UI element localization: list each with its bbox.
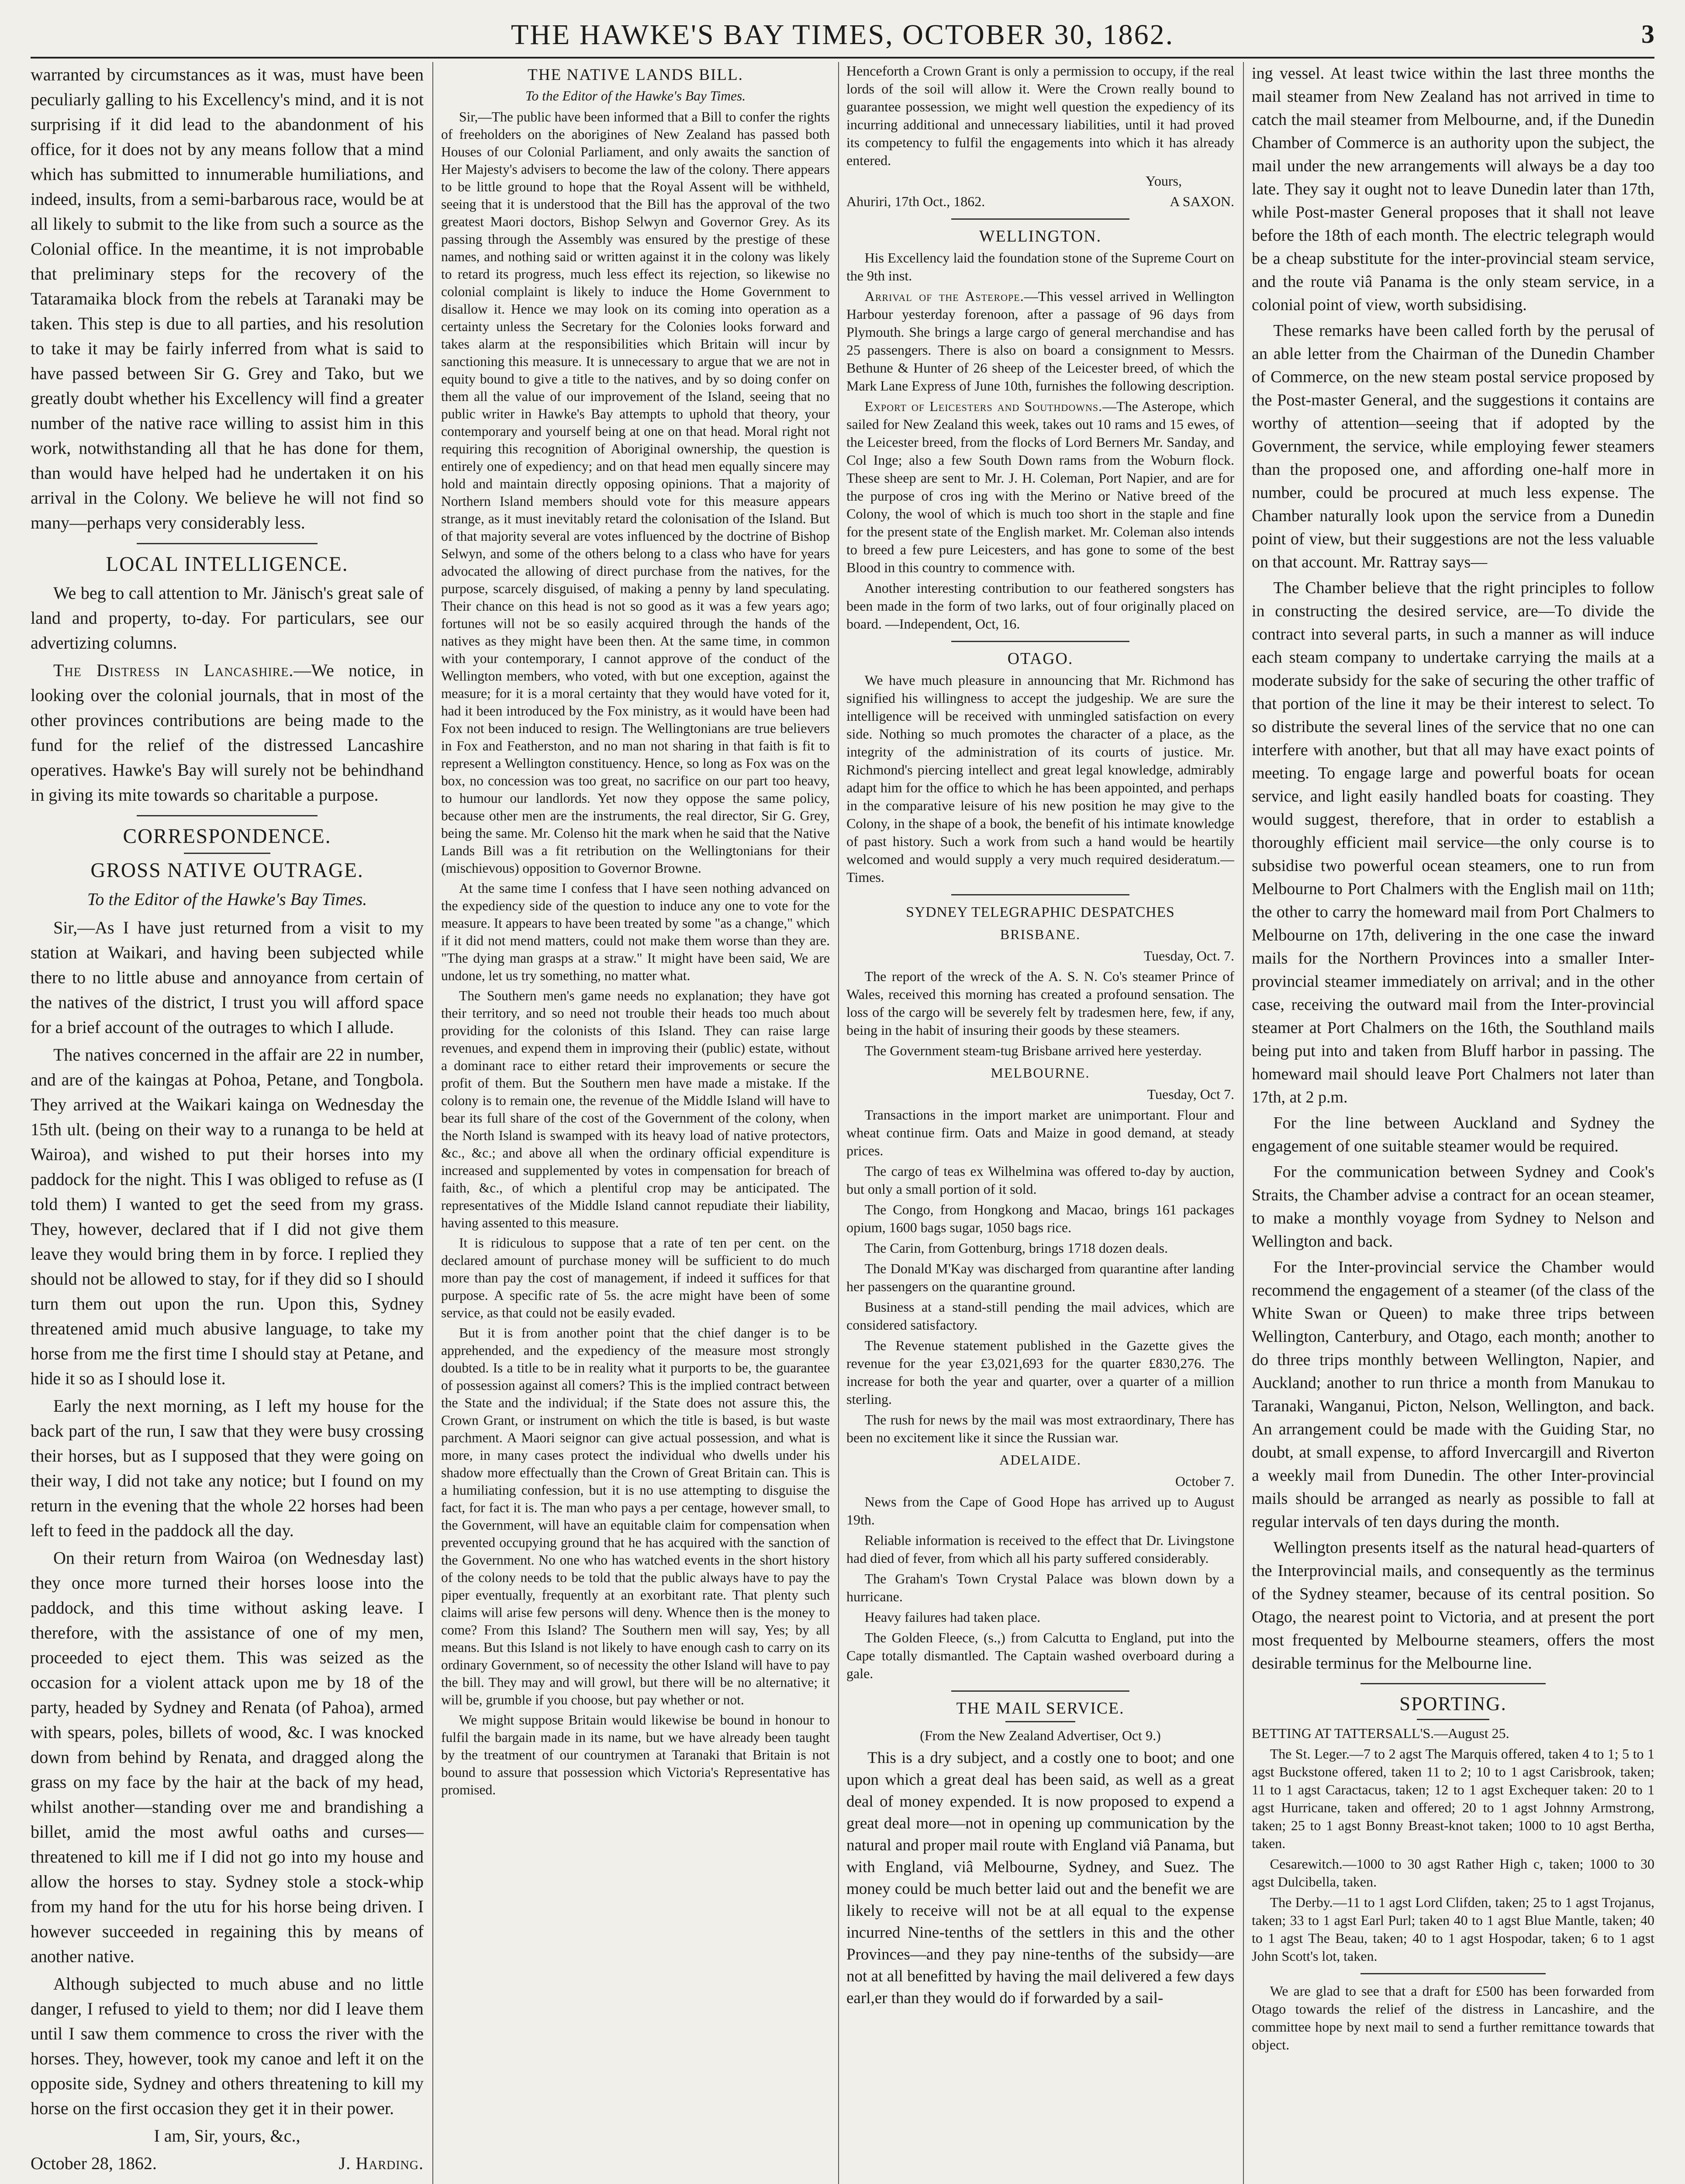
native-lands-paragraph: We might suppose Britain would likewise be bound in honour to fulfil the bargain made in its name, but we have already been taught by the treatment of our countrymen at Taranaki that Britain is not bound to assure that possession which Victoria's Representative has promised.: [441, 1712, 830, 1797]
native-lands-continuation: Henceforth a Crown Grant is only a permission to occupy, if the real lords of the soil will allow it. Were the Crown really bound to guarantee possession, we might well question the expediency of its incurring additional and unnecessary liabilities, until it had proved its competency to fulfil the engagements into which it has already entered.: [846, 63, 1234, 168]
mail-paragraph: Wellington presents itself as the natural head-quarters of the Interprovincial mails, and consequently as the terminus of the Sydney steamer, because of its central position. So Otago, the nearest point to Victoria, and at present the port most frequented by Melbourne steamers, offers the most desirable terminus for the Melbourne line.: [1252, 1538, 1654, 1673]
local-intelligence-heading: LOCAL INTELLIGENCE.: [106, 553, 349, 576]
native-lands-paragraph: But it is from another point that the chief danger is to be apprehended, and the expediency of the measure most strongly doubted. Is a title to be in reality what it purports to be, the guarantee of possession against all comers? This is the implied contract between the State and the individual; if the State does not assure this, the Crown Grant, or instrument on which the title is based, is but waste parchment. A Maori seignor can give actual possession, and what is more, in many cases protect the individual who dwells under his shadow more effectually than the Crown of Great Britain can. This is a humiliating confession, but it is no use attempting to disguise the fact, for fact it is. The man who pays a per centage, however small, to the Government, will have an equitable claim for compensation when prevented occupying ground that he has acquired with the sanction of the Government. No one who has watched events in the short history of the colony needs to be told that the public always have to pay the piper eventually, frequently at an exorbitant rate. That plenty such claims will arise few persons will deny. Whence then is the money to come? From this Island? The Southern men will say, Yes; by all means. But this Island is not likely to have enough cash to carry on its ordinary Government, so of necessity the other Island will have to pay the bill. They may and will growl, but there will be no alternative; it will be, grumble if you choose, but pay whether or not.: [441, 1325, 830, 1707]
native-lands-paragraph: The Southern men's game needs no explanation; they have got their territory, and so need not trouble their heads too much about providing for the colonists of this Island. They can raise large revenues, and expend them in improving their (public) estate, without a dominant race to either retard their improvements or secure the profit of them. But the Southern men have made a mistake. If the colony is to remain one, the revenue of the Middle Island will have to bear its full share of the cost of the Government of the colony, when the North Island is swamped with its heavy load of native protectors, &c., &c.; and above all when the ordinary official expenditure is increased and supplemented by votes in compensation for breach of faith, &c., of which a plentiful crop may be anticipated. The representatives of the Middle Island cannot repudiate their liability, having assented to this measure.: [441, 988, 830, 1230]
betting-paragraph: Cesarewitch.—1000 to 30 agst Rather High c, taken; 1000 to 30 agst Dulcibella, taken.: [1252, 1856, 1654, 1890]
melbourne-paragraph: The Congo, from Hongkong and Macao, brings 161 packages opium, 1600 bags sugar, 1050 bags rice.: [846, 1202, 1234, 1235]
adelaide-paragraph: The Graham's Town Crystal Palace was blown down by a hurricane.: [846, 1571, 1234, 1604]
melbourne-paragraph: The cargo of teas ex Wilhelmina was offered to-day by auction, but only a small portion of it sold.: [846, 1163, 1234, 1197]
letter-signoff: [846, 193, 1234, 211]
letter-closing: I am, Sir, yours, &c.,: [154, 2126, 300, 2146]
melbourne-heading: MELBOURNE.: [991, 1065, 1090, 1081]
column-rule: [1243, 62, 1244, 2184]
section-divider: [137, 543, 318, 544]
betting-section: [1252, 1724, 1654, 2054]
adelaide-paragraph: The Golden Fleece, (s.,) from Calcutta to England, put into the Cape totally dismantled. The Captain washed overboard during a gale.: [846, 1630, 1234, 1681]
mail-paragraph: For the line between Auckland and Sydney the engagement of one suitable steamer would be required.: [1252, 1114, 1654, 1155]
wellington-heading: WELLINGTON.: [979, 227, 1102, 245]
column-rule: [432, 62, 433, 2184]
page-number: 3: [1641, 20, 1654, 48]
asterope-text: —This vessel arrived in Wellington Harbour yesterday forenoon, after a passage of 96 days from Plymouth. She brings a large cargo of general merchandise and has 25 passengers. There is also on board a consignment to Messrs. Bethune & Hunter of 26 sheep of the Leicester breed, of which the Mark Lane Express of June 10th, furnishes the following description.: [846, 288, 1234, 394]
native-lands-paragraph: Sir,—The public have been informed that a Bill to confer the rights of freeholders on the aborigines of New Zealand has passed both Houses of our Colonial Parliament, and only awaits the sanction of Her Majesty's advisers to become the law of the colony. There appears to be little ground to hope that the Royal Assent will be withheld, seeing that it is understood that the Bill has the approval of the two greatest Maori doctors, Bishop Selwyn and Governor Grey. As its passing through the Assembly was ensured by the prestige of these names, and nothing said or written against it in the colony was likely to retard its progress, much less effect its rejection, so likewise no colonial complaint is likely to induce the Home Government to disallow it. Hence we may look on its coming into operation as a certainty unless the Secretary for the Colonies looks forward and takes alarm at the responsibilities which Britain will incur by sanctioning this measure. It is unnecessary to argue that we are not in equity bound to give a title to the natives, and by so doing confer on them all the value of our improvement of the Island, seeing that no public writer in Hawke's Bay attempts to uphold that theory, your contemporary and yourself being at one on that head. Moral right not requiring this recognition of Aboriginal ownership, the question is entirely one of expediency; and on that head men equally sincere may hold and maintain directly opposing opinions. That a majority of Northern Island members should vote for this measure appears strange, as it must inevitably retard the colonisation of the Island. But of that majority several are votes influenced by the doctrine of Bishop Selwyn, and some of the others belong to a class who have for years advocated the allowing of direct purchase from the natives, for the purpose, scarcely disguised, of making a penny by land speculating. Their chance on this head is not so good as it was a few years ago; fortunes will not be so easily acquired through the hands of the natives as they might have been then. At the same time, in common with your contemporary, I cannot approve of the conduct of the Wellington members, who voted, with but one exception, against the measure; for it is a moral certainty that they would have voted for it, had it been introduced by the Fox ministry, as it would have been had Fox not been induced to resign. The Wellingtonians are true believers in Fox and Featherston, and no man not sharing in that faith is fit to represent a Wellington constituency. Hence, so long as Fox was on the box, no concession was too great, no sacrifice on our part too heavy, to humour our landlords. Yet now they oppose the same policy, because other men are the instruments, the real director, Sir G. Grey, being the same. Mr. Colenso hit the mark when he said that the Native Lands Bill was a fit retribution on the Wellingtonians for their (mischievous) opposition to Governor Browne.: [441, 109, 830, 876]
section-divider: [951, 218, 1129, 220]
section-divider: [184, 853, 270, 854]
wellington-paragraph: His Excellency laid the foundation stone of the Supreme Court on the 9th inst.: [846, 250, 1234, 283]
local-paragraph: [31, 658, 424, 807]
mail-service-heading: THE MAIL SERVICE.: [956, 1699, 1125, 1717]
local-paragraph: We beg to call attention to Mr. Jänisch's great sale of land and property, to-day. For particulars, see our advertizing columns.: [31, 583, 424, 653]
export-lead: Export of Leicesters and Southdowns.: [864, 398, 1103, 414]
mail-continuation: ing vessel. At least twice within the last three months the mail steamer from New Zealand has not arrived in time to catch the mail steamer from Melbourne, and, if the Dunedin Chamber of Commerce is an authority upon the subject, the mail under the new arrangements will always be a day too late. They say it ought not to leave Dunedin later than 17th, while Post-master General proposes that it shall not leave before the 18th of each month. The electric telegraph would be a cheap substitute for the inter-provincial steam service, and the route viâ Panama is the only steam service, in a colonial point of view, worth subsidising.: [1252, 64, 1654, 314]
betting-paragraph: The Derby.—11 to 1 agst Lord Clifden, taken; 25 to 1 agst Trojanus, taken; 33 to 1 agst Earl Purl; taken 40 to 1 agst Blue Mantle, taken; 40 to 1 agst The Beau, taken; 40 to 1 agst Hospodar, taken; 6 to 1 agst John Scott's lot, taken.: [1252, 1894, 1654, 1964]
brisbane-paragraph: The report of the wreck of the A. S. N. Co's steamer Prince of Wales, received this morning has created a profound sensation. The loss of the cargo will be severely felt by tradesmen here, few, if any, being in the habit of insuring their goods by these steamers.: [846, 968, 1234, 1038]
adelaide-date: October 7.: [1175, 1473, 1234, 1489]
letter-paragraph: Sir,—As I have just returned from a visit to my station at Waikari, and having been subjected while there to no little abuse and annoyance from certain of the natives of the district, I trust you will afford space for a brief account of the outrages to which I allude.: [31, 918, 424, 1037]
letter-paragraph: The natives concerned in the affair are 22 in number, and are of the kaingas at Pohoa, Petane, and Tongbola. They arrived at the Waikari kainga on Wednesday the 15th ult. (being on their way to a runanga to be held at Wairoa), and wished to put their horses into my paddock for the night. This I was obliged to refuse as (I told them) I wanted to get the seed from my grass. They, however, declared that if I did not give them leave they would bring them in by force. I replied they should not be allowed to stay, for if they did so I should turn them out upon the run. Upon this, Sydney threatened amid much abusive language, to take my horse from me the first time I should stay at Petane, and hide it so as I should lose it.: [31, 1045, 424, 1388]
wellington-paragraph: [846, 287, 1234, 395]
adelaide-paragraph: Reliable information is received to the effect that Dr. Livingstone had died of fever, from which all his party suffered considerably.: [846, 1532, 1234, 1566]
adelaide-heading: ADELAIDE.: [999, 1452, 1081, 1468]
section-divider: [1417, 1719, 1489, 1720]
asterope-lead: Arrival of the Asterope.: [864, 288, 1024, 304]
native-lands-paragraph: It is ridiculous to suppose that a rate of ten per cent. on the declared amount of purchase money will be sufficient to do much more than pay the cost of management, if indeed it suffices for that purpose. A specific rate of 5s. the acre might have been of some service, as that could not be easily evaded.: [441, 1235, 830, 1320]
betting-heading: BETTING AT TATTERSALL'S.—August 25.: [1252, 1725, 1509, 1741]
section-divider: [951, 641, 1129, 642]
sydney-despatches-heading: SYDNEY TELEGRAPHIC DESPATCHES: [906, 904, 1175, 920]
melbourne-paragraph: The Carin, from Gottenburg, brings 1718 dozen deals.: [864, 1240, 1168, 1256]
betting-paragraph: The St. Leger.—7 to 2 agst The Marquis offered, taken 4 to 1; 5 to 1 agst Buckstone offered, taken 11 to 2; 10 to 1 agst Carisbrook, taken; 11 to 1 agst Caractacus, taken; 12 to 1 agst Exchequer taken: 20 to 1 agst Hurricane, taken and offered; 20 to 1 agst Johnny Armstrong, taken; 25 to 1 agst Bonny Breast-knot taken; 1000 to 10 agst Bertha, taken.: [1252, 1746, 1654, 1851]
melbourne-date: Tuesday, Oct 7.: [1147, 1086, 1234, 1102]
column-3: [846, 62, 1234, 2184]
letter-place-date: Ahuriri, 17th Oct., 1862.: [846, 194, 985, 209]
brisbane-heading: BRISBANE.: [1000, 926, 1081, 942]
section-divider: [951, 894, 1129, 895]
sporting-heading: SPORTING.: [1399, 1693, 1507, 1714]
newspaper-title: THE HAWKE'S BAY TIMES, OCTOBER 30, 1862.: [511, 19, 1174, 51]
otago-paragraph: We have much pleasure in announcing that Mr. Richmond has signified his willingness to accept the judgeship. We are sure the intelligence will be received with unmingled satisfaction on every side. Nothing so much promotes the character of a place, as the integrity of the administration of its courts of justice. Mr. Richmond's piercing intellect and great legal knowledge, admirably adapt him for the office to which he has been appointed, and perhaps in the comparative leisure of his new position he may give to the Colony, in the shape of a book, the benefit of his intimate knowledge of past history. Such a work from such a hand would be heartily welcomed and would supply a very much required desideratum.—Times.: [846, 672, 1234, 885]
otago-heading: OTAGO.: [1007, 650, 1074, 668]
mail-paragraph: These remarks have been called forth by the perusal of an able letter from the Chairman of the Dunedin Chamber of Commerce, on the new steam postal service proposed by the Post-master General, and the suggestions it contains are worthy of attention—seeing that if adopted by the Government, the service, while employing fewer steamers than the proposed one, and affording one-half more in number, could be procured at much less expense. The Chamber naturally look upon the service from a Dunedin point of view, but their suggestions are not the less valuable on that account. Mr. Rattray says—: [1252, 321, 1654, 571]
export-text: —The Asterope, which sailed for New Zealand this week, takes out 10 rams and 15 ewes, of the Leicester breed, from the flocks of Lord Berners Mr. Sanday, and Col Inge; also a few South Down rams from the Woburn flock. These sheep are sent to Mr. J. H. Coleman, Port Napier, and are for the purpose of cros ing with the Merino or Native breed of the Colony, the wool of which is much too short in the staple and fine for the present state of the English market. Mr. Coleman also intends to breed a few pure Leicesters, and has gone to some of the best Blood in this country to commence with.: [846, 398, 1234, 575]
section-divider: [1360, 1683, 1546, 1684]
section-divider: [951, 1690, 1129, 1692]
column-4: [1252, 62, 1654, 2184]
letter-paragraph: Although subjected to much abuse and no little danger, I refused to yield to them; nor did I leave them until I saw them commence to cross the river with the horses. They, however, took my canoe and left it on the opposite side, Sydney and others threatening to kill my horse on the first occasion they get it in their power.: [31, 1974, 424, 2118]
wellington-paragraph: [846, 397, 1234, 577]
mail-paragraph: The Chamber believe that the right principles to follow in constructing the desired service, are—To divide the contract into several parts, in such a manner as will induce each steam company to undertake carrying the mails at a moderate subsidy for the sake of securing the other traffic of that portion of the line it may be their interest to select. To so distribute the several lines of the service that no one can interfere with another, but that all may have exact points of meeting. To engage large and powerful boats for ocean service, and light easily handled boats for coasting. They would suggest, therefore, that in order to establish a thoroughly efficient mail service—the only course is to subsidise two powerful ocean steamers, one to run from Melbourne to Port Chalmers with the English mail on 11th; the other to carry the homeward mail from Port Chalmers to Melbourne on 17th, delivering in the one case the inward mails for the Northern Provinces into a smaller Inter-provincial steamer immediately on arrival; and in the other case, receiving the outward mail from the Inter-provincial steamer at Port Chalmers on the 16th, the Southland mails being put into and taken from Bluff harbor in passing. The homeward mail should leave Port Chalmers not later than 17th, at 2 p.m.: [1252, 579, 1654, 1106]
letter-date: October 28, 1862.: [31, 2153, 157, 2173]
native-lands-heading: THE NATIVE LANDS BILL.: [528, 66, 743, 84]
native-lands-addressee: To the Editor of the Hawke's Bay Times.: [525, 88, 746, 104]
lancashire-lead: The Distress in Lancashire.: [53, 660, 294, 680]
correspondence-heading: CORRESPONDENCE.: [123, 825, 331, 848]
letter-paragraph: On their return from Wairoa (on Wednesday last) they once more turned their horses loose into the paddock, and this time without asking leave. I therefore, with the assistance of one of my men, proceeded to eject them. This was seized as the occasion for a violent attack upon me by 18 of the party, headed by Sydney and Renata (of Pahoa), armed with spears, poles, billets of wood, &c. I was knocked down from behind by Renata, and dragged along the grass on my face by the hair at the back of my head, whilst another—standing over me and brandishing a billet, amid the most awful oaths and curses—threatened to kill me if I did not go into my house and allow the horses to stay. Sydney stole a stock-whip from my hand for the utu for his horse being driven. I however succeeded in regaining this by means of another native.: [31, 1548, 424, 1966]
brisbane-date: Tuesday, Oct. 7.: [1143, 948, 1234, 964]
otago-draft-paragraph: We are glad to see that a draft for £500 has been forwarded from Otago towards the relief of the distress in Lancashire, and the committee hope by next mail to send a further remittance towards that object.: [1252, 1983, 1654, 2053]
letter-paragraph: Early the next morning, as I left my house for the back part of the run, I saw that they were busy crossing their horses, but as I supposed that they were going on their way, I did not take any notice; but I found on my return in the evening that the whole 22 horses had been left to feed in the paddock all the day.: [31, 1396, 424, 1540]
melbourne-paragraph: The Revenue statement published in the Gazette gives the revenue for the year £3,021,693 for the quarter £830,276. The increase for both the year and quarter, over a quarter of a million sterling.: [846, 1337, 1234, 1407]
column-2: [441, 62, 830, 2184]
mail-source: (From the New Zealand Advertiser, Oct 9.): [920, 1728, 1161, 1743]
adelaide-paragraph: Heavy failures had taken place.: [864, 1609, 1041, 1625]
columns: [31, 62, 1654, 2184]
melbourne-paragraph: The Donald M'Kay was discharged from quarantine after landing her passengers on the quarantine ground.: [846, 1261, 1234, 1294]
section-divider: [1005, 1721, 1075, 1722]
letter-signature: J. Harding.: [338, 2153, 424, 2173]
section-divider: [1360, 1973, 1546, 1974]
melbourne-paragraph: Business at a stand-still pending the mail advices, which are considered satisfactory.: [846, 1299, 1234, 1333]
section-divider: [137, 815, 318, 816]
letter-signature: A SAXON.: [1170, 194, 1234, 209]
adelaide-paragraph: News from the Cape of Good Hope has arrived up to August 19th.: [846, 1494, 1234, 1527]
letter-addressee: To the Editor of the Hawke's Bay Times.: [87, 889, 367, 909]
melbourne-paragraph: The rush for news by the mail was most extraordinary, There has been no excitement like it since the Russian war.: [846, 1412, 1234, 1445]
mail-paragraph: For the Inter-provincial service the Chamber would recommend the engagement of a steamer (of the class of the White Swan or Queen) to make three trips between Wellington, Canterbury, and Otago, each month; another to do three trips monthly between Wellington, Napier, and Auckland; another to run thrice a month from Manukau to Taranaki, Wanganui, Picton, Nelson, Wellington, and back. An arrangement could be made with the Guiding Star, no doubt, at small expense, to afford Invercargill and Riverton a weekly mail from Dunedin. The other Inter-provincial mails should be arranged as nearly as possible to fall at regular intervals of ten days during the month.: [1252, 1258, 1654, 1531]
wellington-paragraph: Another interesting contribution to our feathered songsters has been made in the form of two larks, out of four originally placed on board. —Independent, Oct, 16.: [846, 580, 1234, 632]
column-rule: [838, 62, 839, 2184]
letter-yours: Yours,: [1145, 173, 1182, 189]
letter-signoff: [31, 2151, 424, 2176]
mail-paragraph: For the communication between Sydney and Cook's Straits, the Chamber advise a contract for an ocean steamer, to make a monthly voyage from Sydney to Nelson and Wellington and back.: [1252, 1163, 1654, 1251]
column-1: [31, 62, 424, 2184]
masthead: [31, 17, 1654, 59]
mail-paragraph: This is a dry subject, and a costly one to boot; and one upon which a great deal has been said, as well as a great deal of money expended. It is now proposed to expend a great deal more—not in opening up communication by the natural and proper mail route with England viâ Panama, but with England, viâ Melbourne, Sydney, and Suez. The money could be much better laid out and the benefit we are likely to receive will not be at all equal to the expense incurred Nine-tenths of the settlers in this and the other Provinces—and they pay nine-tenths of the subsidy—are not at all benefitted by having the mail delivered a few days earl,er than they would do if forwarded by a sail-: [846, 1749, 1234, 2007]
lancashire-text: —We notice, in looking over the colonial journals, that in most of the other provinces contributions are being made to the fund for the relief of the distressed Lancashire operatives. Hawke's Bay will surely not be behindhand in giving its mite towards so charitable a purpose.: [31, 660, 424, 805]
brisbane-paragraph: The Government steam-tug Brisbane arrived here yesterday.: [864, 1043, 1202, 1058]
editorial-continuation: warranted by circumstances as it was, must have been peculiarly galling to his Excellency's mind, and it is not surprising if it did lead to the abandonment of his office, for it does not by any means follow that a mind which has submitted to innumerable humiliations, and indeed, insults, from a semi-barbarous race, would be at all likely to submit to the like from such a source as the Colonial office. In the meantime, it is not improbable that preliminary steps for the recovery of the Tataramaika block from the rebels at Taranaki may be taken. This step is due to all parties, and his resolution to take it may be fairly inferred from what is said to have passed between Sir G. Grey and Tako, but we greatly doubt whether his Excellency will find a greater number of the native race willing to assist him in this work, notwithstanding all that he has done for them, than would have helped had he undertaken it on his arrival in the Colony. We believe he will not find so many—perhaps very considerably less.: [31, 65, 424, 532]
melbourne-paragraph: Transactions in the import market are unimportant. Flour and wheat continue firm. Oats and Maize in good demand, at steady prices.: [846, 1107, 1234, 1158]
letter-heading: GROSS NATIVE OUTRAGE.: [90, 859, 364, 882]
native-lands-paragraph: At the same time I confess that I have seen nothing advanced on the expediency side of the question to induce any one to vote for the measure. It appears to have been treated by some "as a change," which if it did not mend matters, could not make them worse than they are. "The dying man grasps at a straw." It might have been said, We are undone, let us try something, no matter what.: [441, 881, 830, 983]
